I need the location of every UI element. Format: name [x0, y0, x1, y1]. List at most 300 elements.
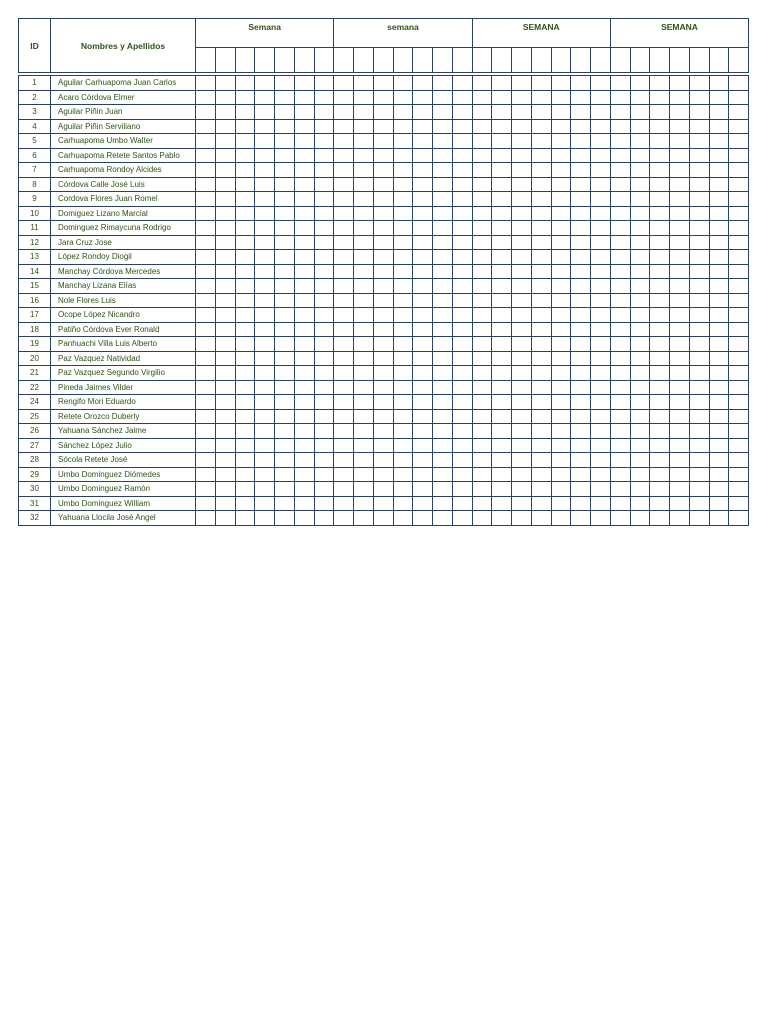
attendance-cell[interactable]: [670, 163, 690, 178]
attendance-cell[interactable]: [255, 264, 275, 279]
attendance-cell[interactable]: [551, 438, 571, 453]
attendance-cell[interactable]: [334, 105, 354, 120]
attendance-cell[interactable]: [472, 279, 492, 294]
attendance-cell[interactable]: [512, 366, 532, 381]
attendance-cell[interactable]: [373, 105, 393, 120]
attendance-cell[interactable]: [670, 322, 690, 337]
attendance-cell[interactable]: [531, 511, 551, 526]
attendance-cell[interactable]: [255, 177, 275, 192]
attendance-cell[interactable]: [630, 337, 650, 352]
attendance-cell[interactable]: [314, 482, 334, 497]
attendance-cell[interactable]: [354, 380, 374, 395]
attendance-cell[interactable]: [354, 482, 374, 497]
attendance-cell[interactable]: [729, 424, 749, 439]
attendance-cell[interactable]: [433, 293, 453, 308]
attendance-cell[interactable]: [689, 76, 709, 91]
attendance-cell[interactable]: [689, 482, 709, 497]
attendance-cell[interactable]: [354, 467, 374, 482]
attendance-cell[interactable]: [255, 438, 275, 453]
attendance-cell[interactable]: [235, 482, 255, 497]
attendance-cell[interactable]: [215, 308, 235, 323]
attendance-cell[interactable]: [512, 105, 532, 120]
attendance-cell[interactable]: [413, 235, 433, 250]
attendance-cell[interactable]: [472, 293, 492, 308]
attendance-cell[interactable]: [610, 467, 630, 482]
attendance-cell[interactable]: [294, 453, 314, 468]
attendance-cell[interactable]: [571, 90, 591, 105]
attendance-cell[interactable]: [729, 366, 749, 381]
attendance-cell[interactable]: [255, 163, 275, 178]
attendance-cell[interactable]: [452, 496, 472, 511]
attendance-cell[interactable]: [591, 177, 611, 192]
attendance-cell[interactable]: [531, 235, 551, 250]
attendance-cell[interactable]: [472, 366, 492, 381]
attendance-cell[interactable]: [670, 496, 690, 511]
attendance-cell[interactable]: [334, 482, 354, 497]
attendance-cell[interactable]: [294, 467, 314, 482]
attendance-cell[interactable]: [709, 76, 729, 91]
attendance-cell[interactable]: [630, 380, 650, 395]
attendance-cell[interactable]: [709, 467, 729, 482]
attendance-cell[interactable]: [215, 453, 235, 468]
attendance-cell[interactable]: [294, 496, 314, 511]
attendance-cell[interactable]: [571, 293, 591, 308]
attendance-cell[interactable]: [551, 453, 571, 468]
attendance-cell[interactable]: [275, 293, 295, 308]
attendance-cell[interactable]: [235, 424, 255, 439]
attendance-cell[interactable]: [452, 279, 472, 294]
attendance-cell[interactable]: [413, 250, 433, 265]
attendance-cell[interactable]: [709, 221, 729, 236]
attendance-cell[interactable]: [709, 163, 729, 178]
attendance-cell[interactable]: [215, 90, 235, 105]
attendance-cell[interactable]: [551, 177, 571, 192]
attendance-cell[interactable]: [551, 511, 571, 526]
attendance-cell[interactable]: [314, 250, 334, 265]
attendance-cell[interactable]: [551, 90, 571, 105]
attendance-cell[interactable]: [512, 206, 532, 221]
attendance-cell[interactable]: [512, 322, 532, 337]
attendance-cell[interactable]: [472, 308, 492, 323]
attendance-cell[interactable]: [373, 250, 393, 265]
attendance-cell[interactable]: [492, 163, 512, 178]
attendance-cell[interactable]: [472, 76, 492, 91]
attendance-cell[interactable]: [294, 221, 314, 236]
attendance-cell[interactable]: [196, 409, 216, 424]
attendance-cell[interactable]: [196, 366, 216, 381]
attendance-cell[interactable]: [650, 409, 670, 424]
attendance-cell[interactable]: [373, 119, 393, 134]
attendance-cell[interactable]: [531, 134, 551, 149]
attendance-cell[interactable]: [729, 293, 749, 308]
attendance-cell[interactable]: [689, 250, 709, 265]
attendance-cell[interactable]: [492, 206, 512, 221]
attendance-cell[interactable]: [729, 119, 749, 134]
attendance-cell[interactable]: [472, 482, 492, 497]
attendance-cell[interactable]: [452, 90, 472, 105]
attendance-cell[interactable]: [689, 279, 709, 294]
attendance-cell[interactable]: [373, 366, 393, 381]
attendance-cell[interactable]: [670, 250, 690, 265]
attendance-cell[interactable]: [630, 264, 650, 279]
attendance-cell[interactable]: [630, 221, 650, 236]
attendance-cell[interactable]: [314, 264, 334, 279]
attendance-cell[interactable]: [255, 467, 275, 482]
attendance-cell[interactable]: [630, 163, 650, 178]
attendance-cell[interactable]: [196, 438, 216, 453]
attendance-cell[interactable]: [196, 395, 216, 410]
attendance-cell[interactable]: [354, 235, 374, 250]
attendance-cell[interactable]: [729, 467, 749, 482]
attendance-cell[interactable]: [689, 453, 709, 468]
attendance-cell[interactable]: [512, 395, 532, 410]
attendance-cell[interactable]: [551, 366, 571, 381]
attendance-cell[interactable]: [255, 119, 275, 134]
attendance-cell[interactable]: [373, 395, 393, 410]
attendance-cell[interactable]: [334, 424, 354, 439]
attendance-cell[interactable]: [571, 351, 591, 366]
attendance-cell[interactable]: [610, 105, 630, 120]
attendance-cell[interactable]: [610, 76, 630, 91]
attendance-cell[interactable]: [512, 293, 532, 308]
attendance-cell[interactable]: [670, 395, 690, 410]
attendance-cell[interactable]: [354, 192, 374, 207]
attendance-cell[interactable]: [334, 134, 354, 149]
attendance-cell[interactable]: [492, 250, 512, 265]
attendance-cell[interactable]: [373, 438, 393, 453]
attendance-cell[interactable]: [610, 90, 630, 105]
attendance-cell[interactable]: [452, 264, 472, 279]
attendance-cell[interactable]: [650, 322, 670, 337]
attendance-cell[interactable]: [650, 380, 670, 395]
attendance-cell[interactable]: [689, 496, 709, 511]
attendance-cell[interactable]: [492, 366, 512, 381]
attendance-cell[interactable]: [610, 366, 630, 381]
attendance-cell[interactable]: [452, 351, 472, 366]
attendance-cell[interactable]: [255, 366, 275, 381]
attendance-cell[interactable]: [630, 293, 650, 308]
attendance-cell[interactable]: [433, 134, 453, 149]
attendance-cell[interactable]: [492, 105, 512, 120]
attendance-cell[interactable]: [196, 293, 216, 308]
attendance-cell[interactable]: [393, 496, 413, 511]
attendance-cell[interactable]: [729, 264, 749, 279]
attendance-cell[interactable]: [492, 395, 512, 410]
attendance-cell[interactable]: [196, 424, 216, 439]
attendance-cell[interactable]: [294, 134, 314, 149]
attendance-cell[interactable]: [294, 264, 314, 279]
attendance-cell[interactable]: [215, 467, 235, 482]
attendance-cell[interactable]: [393, 119, 413, 134]
attendance-cell[interactable]: [373, 264, 393, 279]
attendance-cell[interactable]: [433, 496, 453, 511]
attendance-cell[interactable]: [354, 438, 374, 453]
attendance-cell[interactable]: [531, 192, 551, 207]
attendance-cell[interactable]: [591, 192, 611, 207]
attendance-cell[interactable]: [314, 163, 334, 178]
attendance-cell[interactable]: [255, 279, 275, 294]
attendance-cell[interactable]: [709, 235, 729, 250]
attendance-cell[interactable]: [196, 511, 216, 526]
attendance-cell[interactable]: [314, 380, 334, 395]
attendance-cell[interactable]: [215, 322, 235, 337]
attendance-cell[interactable]: [334, 351, 354, 366]
attendance-cell[interactable]: [630, 322, 650, 337]
attendance-cell[interactable]: [492, 235, 512, 250]
attendance-cell[interactable]: [215, 235, 235, 250]
attendance-cell[interactable]: [393, 264, 413, 279]
attendance-cell[interactable]: [235, 134, 255, 149]
attendance-cell[interactable]: [689, 177, 709, 192]
attendance-cell[interactable]: [452, 482, 472, 497]
attendance-cell[interactable]: [393, 308, 413, 323]
attendance-cell[interactable]: [235, 235, 255, 250]
attendance-cell[interactable]: [255, 235, 275, 250]
attendance-cell[interactable]: [531, 351, 551, 366]
attendance-cell[interactable]: [334, 264, 354, 279]
attendance-cell[interactable]: [630, 90, 650, 105]
attendance-cell[interactable]: [571, 337, 591, 352]
attendance-cell[interactable]: [551, 134, 571, 149]
attendance-cell[interactable]: [610, 192, 630, 207]
attendance-cell[interactable]: [709, 409, 729, 424]
attendance-cell[interactable]: [670, 366, 690, 381]
attendance-cell[interactable]: [709, 308, 729, 323]
attendance-cell[interactable]: [610, 351, 630, 366]
attendance-cell[interactable]: [630, 105, 650, 120]
attendance-cell[interactable]: [275, 424, 295, 439]
attendance-cell[interactable]: [670, 105, 690, 120]
attendance-cell[interactable]: [729, 511, 749, 526]
attendance-cell[interactable]: [630, 438, 650, 453]
attendance-cell[interactable]: [512, 424, 532, 439]
attendance-cell[interactable]: [413, 76, 433, 91]
attendance-cell[interactable]: [255, 496, 275, 511]
attendance-cell[interactable]: [709, 192, 729, 207]
attendance-cell[interactable]: [433, 322, 453, 337]
attendance-cell[interactable]: [729, 322, 749, 337]
attendance-cell[interactable]: [452, 119, 472, 134]
attendance-cell[interactable]: [334, 250, 354, 265]
attendance-cell[interactable]: [729, 134, 749, 149]
attendance-cell[interactable]: [531, 264, 551, 279]
attendance-cell[interactable]: [452, 148, 472, 163]
attendance-cell[interactable]: [689, 192, 709, 207]
attendance-cell[interactable]: [294, 163, 314, 178]
attendance-cell[interactable]: [294, 424, 314, 439]
attendance-cell[interactable]: [275, 351, 295, 366]
attendance-cell[interactable]: [373, 467, 393, 482]
attendance-cell[interactable]: [393, 293, 413, 308]
attendance-cell[interactable]: [196, 467, 216, 482]
attendance-cell[interactable]: [314, 366, 334, 381]
attendance-cell[interactable]: [591, 337, 611, 352]
attendance-cell[interactable]: [255, 308, 275, 323]
attendance-cell[interactable]: [433, 148, 453, 163]
attendance-cell[interactable]: [215, 395, 235, 410]
attendance-cell[interactable]: [689, 105, 709, 120]
attendance-cell[interactable]: [709, 264, 729, 279]
attendance-cell[interactable]: [591, 395, 611, 410]
attendance-cell[interactable]: [413, 264, 433, 279]
attendance-cell[interactable]: [472, 119, 492, 134]
attendance-cell[interactable]: [709, 148, 729, 163]
attendance-cell[interactable]: [255, 293, 275, 308]
attendance-cell[interactable]: [314, 221, 334, 236]
attendance-cell[interactable]: [512, 511, 532, 526]
attendance-cell[interactable]: [294, 90, 314, 105]
attendance-cell[interactable]: [275, 308, 295, 323]
attendance-cell[interactable]: [294, 250, 314, 265]
attendance-cell[interactable]: [413, 409, 433, 424]
attendance-cell[interactable]: [591, 424, 611, 439]
attendance-cell[interactable]: [650, 424, 670, 439]
attendance-cell[interactable]: [196, 482, 216, 497]
attendance-cell[interactable]: [492, 380, 512, 395]
attendance-cell[interactable]: [709, 119, 729, 134]
attendance-cell[interactable]: [235, 221, 255, 236]
attendance-cell[interactable]: [512, 192, 532, 207]
attendance-cell[interactable]: [689, 163, 709, 178]
attendance-cell[interactable]: [393, 192, 413, 207]
attendance-cell[interactable]: [512, 453, 532, 468]
attendance-cell[interactable]: [433, 279, 453, 294]
attendance-cell[interactable]: [413, 119, 433, 134]
attendance-cell[interactable]: [472, 134, 492, 149]
attendance-cell[interactable]: [551, 279, 571, 294]
attendance-cell[interactable]: [413, 148, 433, 163]
attendance-cell[interactable]: [571, 163, 591, 178]
attendance-cell[interactable]: [452, 409, 472, 424]
attendance-cell[interactable]: [354, 293, 374, 308]
attendance-cell[interactable]: [255, 482, 275, 497]
attendance-cell[interactable]: [373, 235, 393, 250]
attendance-cell[interactable]: [433, 395, 453, 410]
attendance-cell[interactable]: [275, 322, 295, 337]
attendance-cell[interactable]: [334, 366, 354, 381]
attendance-cell[interactable]: [650, 308, 670, 323]
attendance-cell[interactable]: [591, 221, 611, 236]
attendance-cell[interactable]: [650, 467, 670, 482]
attendance-cell[interactable]: [689, 221, 709, 236]
attendance-cell[interactable]: [413, 206, 433, 221]
attendance-cell[interactable]: [591, 235, 611, 250]
attendance-cell[interactable]: [215, 424, 235, 439]
attendance-cell[interactable]: [373, 76, 393, 91]
attendance-cell[interactable]: [551, 308, 571, 323]
attendance-cell[interactable]: [215, 380, 235, 395]
attendance-cell[interactable]: [729, 453, 749, 468]
attendance-cell[interactable]: [472, 511, 492, 526]
attendance-cell[interactable]: [413, 221, 433, 236]
attendance-cell[interactable]: [452, 395, 472, 410]
attendance-cell[interactable]: [630, 134, 650, 149]
attendance-cell[interactable]: [709, 453, 729, 468]
attendance-cell[interactable]: [472, 105, 492, 120]
attendance-cell[interactable]: [215, 511, 235, 526]
attendance-cell[interactable]: [275, 148, 295, 163]
attendance-cell[interactable]: [294, 482, 314, 497]
attendance-cell[interactable]: [314, 496, 334, 511]
attendance-cell[interactable]: [215, 496, 235, 511]
attendance-cell[interactable]: [452, 163, 472, 178]
attendance-cell[interactable]: [413, 380, 433, 395]
attendance-cell[interactable]: [531, 90, 551, 105]
attendance-cell[interactable]: [452, 308, 472, 323]
attendance-cell[interactable]: [235, 496, 255, 511]
attendance-cell[interactable]: [650, 76, 670, 91]
attendance-cell[interactable]: [729, 482, 749, 497]
attendance-cell[interactable]: [196, 250, 216, 265]
attendance-cell[interactable]: [334, 177, 354, 192]
attendance-cell[interactable]: [610, 134, 630, 149]
attendance-cell[interactable]: [571, 105, 591, 120]
attendance-cell[interactable]: [452, 206, 472, 221]
attendance-cell[interactable]: [354, 163, 374, 178]
attendance-cell[interactable]: [196, 322, 216, 337]
attendance-cell[interactable]: [354, 177, 374, 192]
attendance-cell[interactable]: [709, 206, 729, 221]
attendance-cell[interactable]: [531, 148, 551, 163]
attendance-cell[interactable]: [215, 337, 235, 352]
attendance-cell[interactable]: [531, 119, 551, 134]
attendance-cell[interactable]: [571, 177, 591, 192]
attendance-cell[interactable]: [393, 380, 413, 395]
attendance-cell[interactable]: [591, 134, 611, 149]
attendance-cell[interactable]: [393, 453, 413, 468]
attendance-cell[interactable]: [650, 293, 670, 308]
attendance-cell[interactable]: [650, 134, 670, 149]
attendance-cell[interactable]: [413, 482, 433, 497]
attendance-cell[interactable]: [472, 438, 492, 453]
attendance-cell[interactable]: [413, 134, 433, 149]
attendance-cell[interactable]: [314, 511, 334, 526]
attendance-cell[interactable]: [492, 90, 512, 105]
attendance-cell[interactable]: [235, 351, 255, 366]
attendance-cell[interactable]: [571, 250, 591, 265]
attendance-cell[interactable]: [433, 467, 453, 482]
attendance-cell[interactable]: [294, 119, 314, 134]
attendance-cell[interactable]: [413, 467, 433, 482]
attendance-cell[interactable]: [354, 395, 374, 410]
attendance-cell[interactable]: [630, 424, 650, 439]
attendance-cell[interactable]: [393, 322, 413, 337]
attendance-cell[interactable]: [255, 337, 275, 352]
attendance-cell[interactable]: [472, 453, 492, 468]
attendance-cell[interactable]: [610, 438, 630, 453]
attendance-cell[interactable]: [373, 90, 393, 105]
attendance-cell[interactable]: [492, 424, 512, 439]
attendance-cell[interactable]: [670, 293, 690, 308]
attendance-cell[interactable]: [373, 322, 393, 337]
attendance-cell[interactable]: [334, 293, 354, 308]
attendance-cell[interactable]: [354, 337, 374, 352]
attendance-cell[interactable]: [630, 206, 650, 221]
attendance-cell[interactable]: [689, 308, 709, 323]
attendance-cell[interactable]: [689, 380, 709, 395]
attendance-cell[interactable]: [571, 221, 591, 236]
attendance-cell[interactable]: [650, 264, 670, 279]
attendance-cell[interactable]: [709, 105, 729, 120]
attendance-cell[interactable]: [591, 105, 611, 120]
attendance-cell[interactable]: [709, 511, 729, 526]
attendance-cell[interactable]: [393, 90, 413, 105]
attendance-cell[interactable]: [393, 337, 413, 352]
attendance-cell[interactable]: [492, 148, 512, 163]
attendance-cell[interactable]: [433, 409, 453, 424]
attendance-cell[interactable]: [729, 337, 749, 352]
attendance-cell[interactable]: [235, 177, 255, 192]
